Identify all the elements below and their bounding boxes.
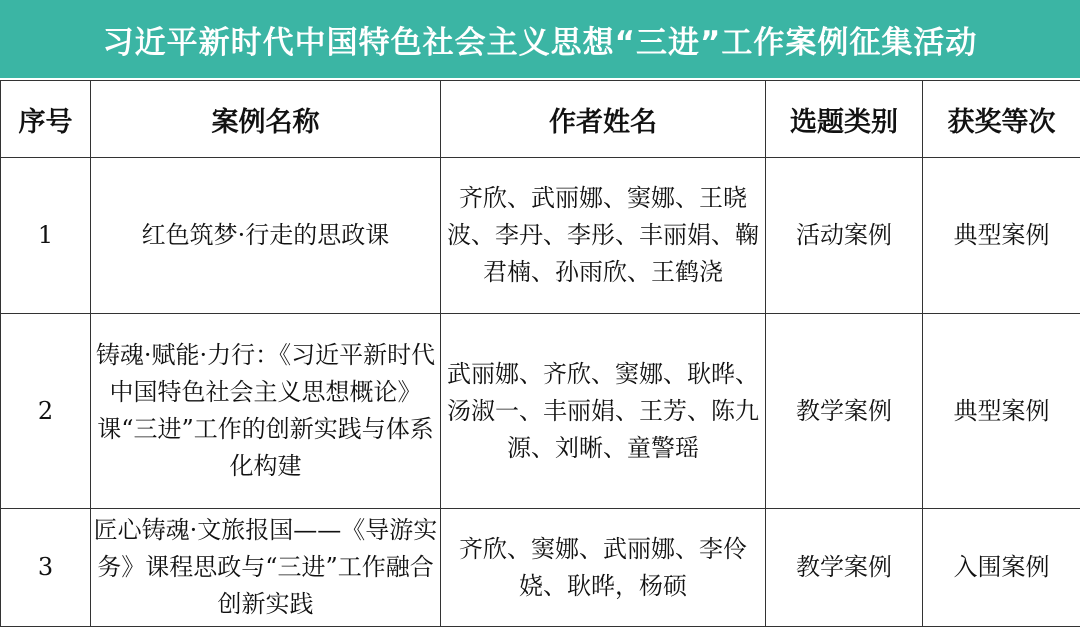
cell-authors: 齐欣、武丽娜、窦娜、王晓波、李丹、李彤、丰丽娟、鞠君楠、孙雨欣、王鹤浇 bbox=[441, 158, 766, 314]
cell-award: 入围案例 bbox=[923, 509, 1080, 627]
table-row bbox=[1, 314, 1080, 509]
cell-award: 典型案例 bbox=[923, 158, 1080, 314]
header-number: 序号 bbox=[1, 81, 91, 158]
cell-case-name: 匠心铸魂·文旅报国——《导游实务》课程思政与“三进”工作融合创新实践 bbox=[91, 509, 441, 627]
cell-authors: 武丽娜、齐欣、窦娜、耿晔、汤淑一、丰丽娟、王芳、陈九源、刘晰、童警瑶 bbox=[441, 314, 766, 509]
cell-category: 教学案例 bbox=[766, 314, 923, 509]
header-award: 获奖等次 bbox=[923, 81, 1080, 158]
header-case-name: 案例名称 bbox=[91, 81, 441, 158]
banner-title: 习近平新时代中国特色社会主义思想“三进”工作案例征集活动 bbox=[0, 0, 1080, 78]
cell-category: 活动案例 bbox=[766, 158, 923, 314]
cell-number: 1 bbox=[1, 158, 91, 314]
header-category: 选题类别 bbox=[766, 81, 923, 158]
cell-category: 教学案例 bbox=[766, 509, 923, 627]
table-row bbox=[1, 158, 1080, 314]
cell-number: 3 bbox=[1, 509, 91, 627]
header-authors: 作者姓名 bbox=[441, 81, 766, 158]
award-table bbox=[0, 80, 1080, 627]
cell-award: 典型案例 bbox=[923, 314, 1080, 509]
table-header-row bbox=[1, 81, 1080, 158]
cell-case-name: 铸魂·赋能·力行：《习近平新时代中国特色社会主义思想概论》课“三进”工作的创新实践与体系化构建 bbox=[91, 314, 441, 509]
cell-case-name: 红色筑梦·行走的思政课 bbox=[91, 158, 441, 314]
cell-authors: 齐欣、窦娜、武丽娜、李伶娆、耿晔，杨硕 bbox=[441, 509, 766, 627]
table-row bbox=[1, 509, 1080, 627]
cell-number: 2 bbox=[1, 314, 91, 509]
